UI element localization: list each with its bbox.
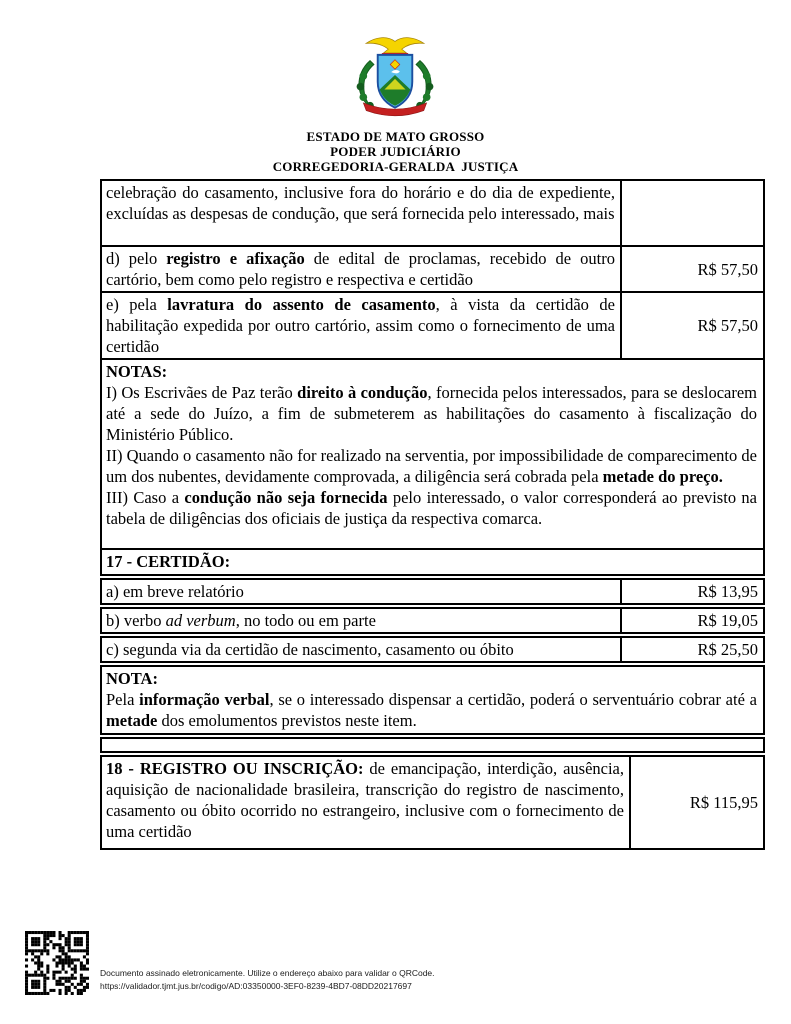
header-org-line: CORREGEDORIA-GERALDA JUSTIÇA bbox=[272, 159, 519, 174]
price-cell: R$ 57,50 bbox=[620, 293, 763, 358]
section-17-title: 17 - CERTIDÃO: bbox=[106, 552, 231, 571]
desc-cell: a) em breve relatório bbox=[106, 582, 244, 601]
validation-instruction: Documento assinado eletronicamente. Utilize o endereço abaixo para validar o QRCode. bbox=[100, 968, 435, 978]
price-cell bbox=[620, 181, 763, 245]
fee-table bbox=[100, 179, 765, 850]
empty-spacer-row bbox=[100, 737, 765, 753]
desc-cell: d) pelo registro e afixação de edital de proclamas, recebido de outro cartório, bem como pelo registro e respectiva e certidão bbox=[106, 249, 615, 289]
table-row-18 bbox=[100, 755, 765, 850]
table-row-item-c bbox=[100, 636, 765, 663]
qr-code bbox=[25, 931, 89, 995]
table-row-nota bbox=[100, 665, 765, 735]
price-cell: R$ 19,05 bbox=[620, 609, 763, 632]
nota-title: NOTA: bbox=[106, 669, 158, 688]
table-row-notas bbox=[100, 358, 765, 550]
notas-item-3: III) Caso a condução não seja fornecida pelo interessado, o valor corresponderá ao previsto na tabela de diligências dos oficiais de justiça da respectiva comarca. bbox=[106, 488, 757, 528]
notas-item-2: II) Quando o casamento não for realizado na serventia, por impossibilidade de comparecimento de um dos nubentes, devidamente comprovada, a diligência será cobrada pela metade do preço. bbox=[106, 446, 757, 486]
coat-of-arms-icon bbox=[347, 33, 443, 119]
document-header bbox=[0, 129, 791, 174]
table-row-celebracao bbox=[100, 179, 765, 247]
table-row-item-b bbox=[100, 607, 765, 634]
notas-title: NOTAS: bbox=[106, 362, 168, 381]
desc-cell: e) pela lavratura do assento de casamento, à vista da certidão de habilitação expedida por outro cartório, assim como o fornecimento de uma certidão bbox=[106, 295, 615, 356]
desc-cell: c) segunda via da certidão de nascimento, casamento ou óbito bbox=[106, 640, 514, 659]
desc-cell: celebração do casamento, inclusive fora do horário e do dia de expediente, excluídas as despesas de condução, que será fornecida pelo interessado, mais bbox=[106, 183, 615, 223]
notas-item-1: I) Os Escrivães de Paz terão direito à condução, fornecida pelos interessados, para se deslocarem até a sede do Juízo, a fim de submeterem as habilitações do casamento à fiscalização do Ministério Público. bbox=[106, 383, 757, 444]
validation-url: https://validador.tjmt.jus.br/codigo/AD:03350000-3EF0-8239-4BD7-08DD20217697 bbox=[100, 980, 412, 991]
price-cell: R$ 57,50 bbox=[620, 247, 763, 291]
price-cell: R$ 115,95 bbox=[629, 757, 763, 848]
header-branch-line: PODER JUDICIÁRIO bbox=[330, 144, 461, 159]
price-cell: R$ 13,95 bbox=[620, 580, 763, 603]
desc-cell: 18 - REGISTRO OU INSCRIÇÃO: de emancipação, interdição, ausência, aquisição de nacionalidade brasileira, transcrição do registro de nascimento, casamento ou óbito ocorrido no estrangeiro, inclusive com o fornecimento de uma certidão bbox=[106, 759, 625, 841]
price-cell: R$ 25,50 bbox=[620, 638, 763, 661]
table-row-item-a bbox=[100, 578, 765, 605]
table-row-section-17 bbox=[100, 548, 765, 576]
nota-text: Pela informação verbal, se o interessado dispensar a certidão, poderá o serventuário cobrar até a metade dos emolumentos previstos neste item. bbox=[106, 690, 757, 730]
signature-validation-note bbox=[100, 967, 460, 992]
table-row-d bbox=[100, 245, 765, 293]
table-row-e bbox=[100, 291, 765, 360]
desc-cell: b) verbo ad verbum, no todo ou em parte bbox=[106, 611, 376, 630]
header-state-line: ESTADO DE MATO GROSSO bbox=[306, 129, 485, 144]
